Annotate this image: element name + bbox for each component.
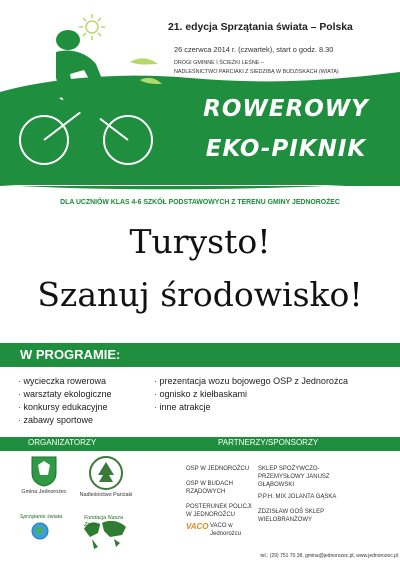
event-name-line2: EKO-PIKNIK (205, 136, 367, 162)
program-list-left (18, 375, 158, 427)
sprzatanie-logo-text: Sprzątanie świata (19, 514, 63, 520)
contact-info: tel.: (29) 751 70 38, gmina@jednorozec.pl, www.jednorozec.pl (260, 553, 398, 559)
event-location-line2: NADLEŚNICTWO PARCIAKI Z SIEDZIBĄ W BUDZISKACH (WIATA) (174, 69, 339, 75)
partners-title: PARTNERZY/SPONSORZY (218, 438, 319, 447)
partner-pph: P.P.H. MIX JOLANTA GĄSKA (258, 494, 337, 500)
partner-osp: OSP W JEDNOROŻCU (186, 466, 250, 472)
partner-sklep: SKLEP SPOŻYWCZO-PRZEMYSŁOWY JANUSZ GŁĄBOWSKI (258, 466, 330, 488)
audience-text: DLA UCZNIÓW KLAS 4-6 SZKÓŁ PODSTAWOWYCH Z TERENU GMINY JEDNOROŻEC (60, 199, 340, 206)
program-item: · warsztaty ekologiczne (18, 388, 158, 401)
edition-title: 21. edycja Sprzątania świata – Polska (168, 22, 353, 33)
slogan-line1: Turysto! (129, 222, 271, 261)
forest-district-logo-icon (88, 455, 124, 491)
event-location-line1: DROGI GMINNE I ŚCIEŻKI LEŚNE – (174, 60, 264, 66)
partner-police: POSTERUNEK POLICJI W JEDNOROŻCU (186, 504, 252, 518)
program-item: · konkursy edukacyjne (18, 401, 158, 414)
vaco-logo-text: VACO (186, 522, 209, 531)
organizers-title: ORGANIZATORZY (28, 438, 97, 447)
partner-zdzislaw: ZDZISŁAW GOŚ SKLEP WIELOBRANŻOWY (258, 509, 325, 523)
event-name-line1: ROWEROWY (203, 96, 369, 122)
program-item: · inne atrakcje (154, 401, 394, 414)
forest-district-label: Nadleśnictwo Parciaki (79, 492, 133, 498)
program-item: · zabawy sportowe (18, 414, 158, 427)
program-list-right (154, 375, 394, 414)
sun-icon (79, 14, 105, 40)
program-title: W PROGRAMIE: (20, 347, 121, 362)
gmina-label: Gmina Jednorożec (21, 489, 67, 495)
partner-vaco: VACO w Jednorożcu (210, 523, 242, 537)
event-date: 26 czerwca 2014 r. (czwartek), start o godz. 8.30 (174, 45, 334, 54)
slogan-line2: Szanuj środowisko! (37, 275, 363, 314)
program-item: · ognisko z kiełbaskami (154, 388, 394, 401)
program-item: · prezentacja wozu bojowego OSP z Jednorożca (154, 375, 394, 388)
fundacja-logo-text: Fundacja Nasza Ziemia (84, 515, 123, 528)
program-item: · wycieczka rowerowa (18, 375, 158, 388)
partner-osp-budy: OSP W BUDACH RZĄDOWYCH (186, 481, 233, 495)
globe-icon (30, 521, 50, 541)
gmina-crest-icon (30, 455, 58, 487)
